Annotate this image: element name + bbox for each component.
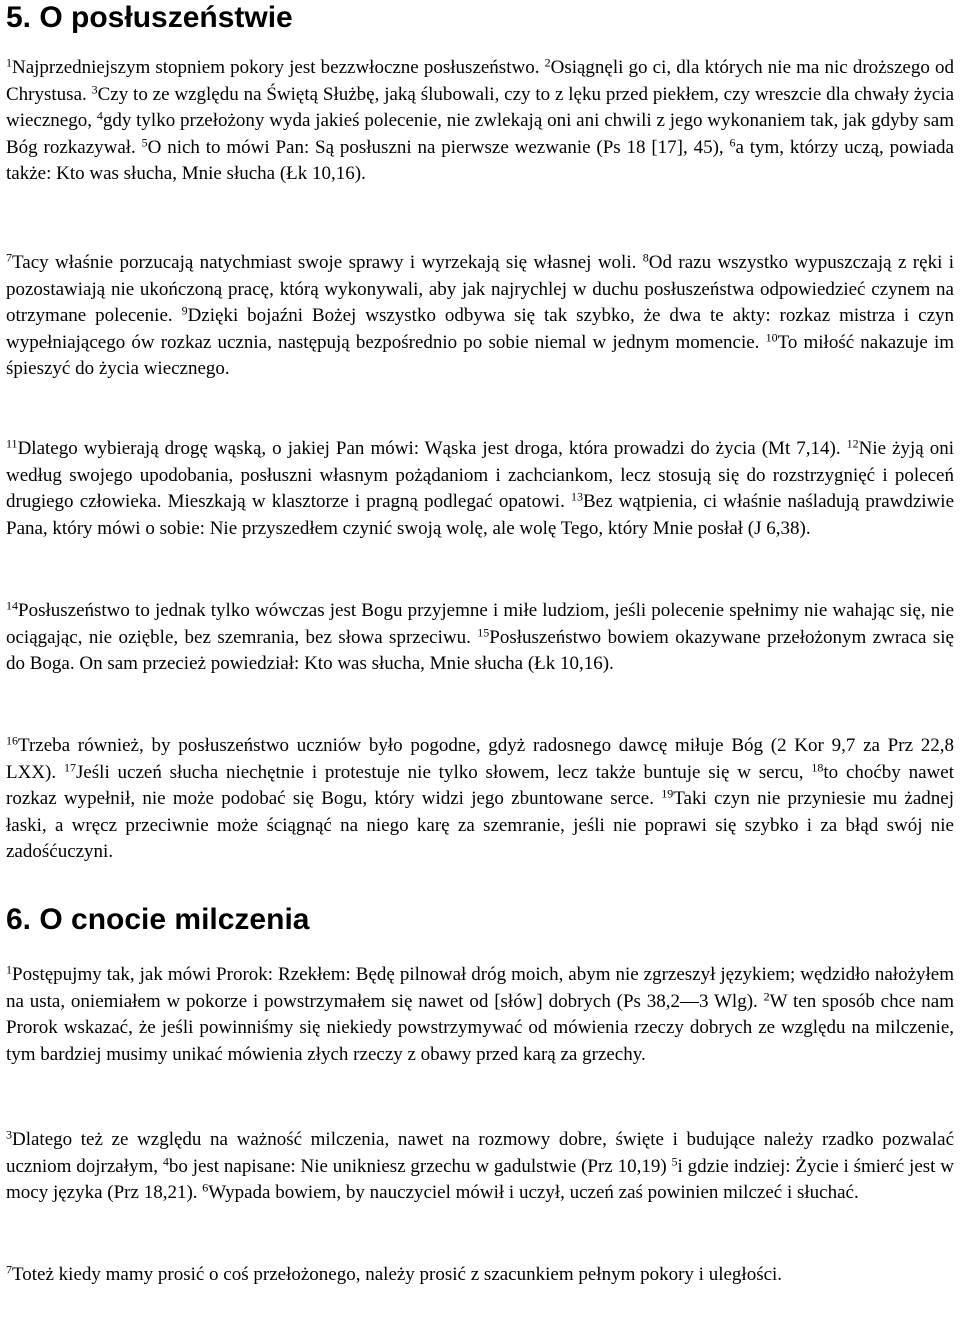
- verse-text: Nie żyją oni według swojego upodobania, posłuszni własnym pożądaniom i zachciankom, lecz stosują się do rozstrzygnięć i poleceń drugiego człowieka. Mieszkają w klasztorze i pragną podlegać opatowi.: [6, 438, 955, 512]
- section-6-heading: 6. O cnocie milczenia: [6, 903, 310, 936]
- verse-text: O nich to mówi Pan: Są posłuszni na pierwsze wezwanie (Ps 18 [17], 45),: [147, 136, 730, 158]
- section-5-paragraph-3: [6, 436, 954, 542]
- section-5-paragraph-4: [6, 598, 954, 678]
- verse-text: Czy to ze względu na Świętą Służbę, jaką ślubowali, czy to z lęku przed piekłem, czy wreszcie dla chwały życia wiecznego,: [6, 83, 954, 131]
- verse-text: Postępujmy tak, jak mówi Prorok: Rzekłem: Będę pilnował dróg moich, abym nie zgrzeszył językiem; wędzidło nałożyłem na usta, oniemiałem w pokorze i powstrzymałem się nawet od [słów] dobrych (Ps 38,2—3 Wlg).: [6, 964, 954, 1012]
- verse-number: 10: [765, 329, 778, 344]
- verse-text: To miłość nakazuje im śpieszyć do życia wiecznego.: [6, 331, 954, 379]
- verse-number: 16: [6, 733, 18, 748]
- verse-number: 5: [671, 1153, 678, 1168]
- verse-text: a tym, którzy uczą, powiada także: Kto was słucha, Mnie słucha (Łk 10,16).: [6, 136, 954, 184]
- verse-number: 3: [91, 81, 98, 96]
- verse-text: Trzeba również, by posłuszeństwo uczniów było pogodne, gdyż radosnego dawcę miłuje Bóg (2 Kor 9,7 za Prz 22,8 LXX).: [6, 735, 954, 783]
- verse-number: 2: [763, 988, 770, 1003]
- verse-text: Osiągnęli go ci, dla których nie ma nic droższego od Chrystusa.: [6, 57, 954, 105]
- verse-number: 2: [544, 55, 551, 70]
- verse-number: 11: [6, 436, 18, 451]
- verse-number: 7: [6, 250, 12, 265]
- verse-number: 1: [6, 55, 12, 70]
- section-5-heading: 5. O posłuszeństwie: [6, 1, 293, 34]
- verse-text: Bez wątpienia, ci właśnie naśladują prawdziwie Pana, który mówi o sobie: Nie przyszedłem czynić swoją wolę, ale wolę Tego, który Mnie posłał (J 6,38).: [6, 491, 955, 539]
- verse-number: 17: [63, 759, 76, 774]
- verse-number: 7: [6, 1262, 12, 1277]
- verse-number: 13: [570, 489, 583, 504]
- verse-text: to choćby nawet rozkaz wypełnił, nie może podobać się Bogu, który widzi jego zbuntowane serce.: [6, 761, 954, 809]
- verse-text: Tacy właśnie porzucają natychmiast swoje sprawy i wyrzekają się własnej woli.: [12, 252, 643, 273]
- verse-text: Taki czyn nie przyniesie mu żadnej łaski, a wręcz przeciwnie może ściągnąć na niego karę za szemranie, jeśli nie poprawi się szybko i za błąd swój nie zadośćuczyni.: [6, 788, 954, 862]
- verse-number: 4: [96, 108, 103, 123]
- verse-text: Dlatego wybierają drogę wąską, o jakiej Pan mówi: Wąska jest droga, która prowadzi do życia (Mt 7,14).: [17, 438, 847, 459]
- verse-text: Dlatego też ze względu na ważność milczenia, nawet na rozmowy dobre, święte i budujące należy rzadko pozwalać uczniom dojrzałym,: [6, 1129, 954, 1177]
- verse-number: 3: [6, 1127, 12, 1142]
- verse-number: 19: [661, 786, 674, 801]
- verse-number: 6: [729, 134, 736, 149]
- verse-text: Toteż kiedy mamy prosić o coś przełożonego, należy prosić z szacunkiem pełnym pokory i uległości.: [12, 1264, 783, 1285]
- section-6-paragraph-1: [6, 962, 954, 1068]
- verse-number: 14: [6, 598, 18, 613]
- verse-text: bo jest napisane: Nie unikniesz grzechu w gadulstwie (Prz 10,19): [168, 1155, 672, 1177]
- verse-text: Dzięki bojaźni Bożej wszystko odbywa się tak szybko, że dwa te akty: rozkaz mistrza i czyn wypełniającego ów rozkaz ucznia, następują bezpośrednio po sobie niemal w jednym momencie.: [6, 305, 954, 353]
- verse-text: Od razu wszystko wypuszczają z ręki i pozostawiają nie ukończoną pracę, którą wykonywali, aby jak najrychlej w duchu posłuszeństwa odpowiedzieć czynem na otrzymane polecenie.: [6, 252, 955, 326]
- verse-number: 15: [477, 624, 490, 639]
- verse-text: Jeśli uczeń słucha niechętnie i protestuje nie tylko słowem, lecz także buntuje się w sercu,: [75, 761, 812, 783]
- verse-text: W ten sposób chce nam Prorok wskazać, że jeśli powinniśmy się niekiedy powstrzymywać od mówienia rzeczy dobrych ze względu na milczenie, tym bardziej musimy unikać mówienia złych rzeczy z obawy przed karą za grzechy.: [6, 990, 954, 1065]
- verse-number: 18: [811, 759, 824, 774]
- section-6-paragraph-2: [6, 1127, 954, 1207]
- verse-number: 12: [846, 436, 859, 451]
- section-6-paragraph-3: [6, 1262, 954, 1289]
- verse-text: i gdzie indziej: Życie i śmierć jest w mocy języka (Prz 18,21).: [6, 1155, 954, 1203]
- verse-text: Wypada bowiem, by nauczyciel mówił i uczył, uczeń zaś powinien milczeć i słuchać.: [208, 1182, 859, 1203]
- verse-text: Najprzedniejszym stopniem pokory jest bezzwłoczne posłuszeństwo.: [12, 57, 545, 78]
- verse-text: Posłuszeństwo bowiem okazywane przełożonym zwraca się do Boga. On sam przecież powiedział: Kto was słucha, Mnie słucha (Łk 10,16).: [6, 626, 954, 674]
- verse-number: 6: [202, 1180, 209, 1195]
- section-5-paragraph-1: [6, 55, 954, 188]
- verse-text: Posłuszeństwo to jednak tylko wówczas jest Bogu przyjemne i miłe ludziom, jeśli polecenie spełnimy nie wahając się, nie ociągając, nie ozięble, bez szemrania, bez słowa sprzeciwu.: [6, 600, 954, 648]
- section-5-paragraph-5: [6, 733, 954, 866]
- verse-number: 5: [141, 134, 148, 149]
- verse-number: 1: [6, 962, 12, 977]
- section-5-paragraph-2: [6, 250, 954, 383]
- verse-number: 8: [642, 250, 649, 265]
- verse-number: 4: [162, 1153, 169, 1168]
- verse-number: 9: [181, 303, 188, 318]
- verse-text: gdy tylko przełożony wyda jakieś polecenie, nie zwlekają oni ani chwili z jego wykonaniem tak, jak gdyby sam Bóg rozkazywał.: [6, 110, 955, 158]
